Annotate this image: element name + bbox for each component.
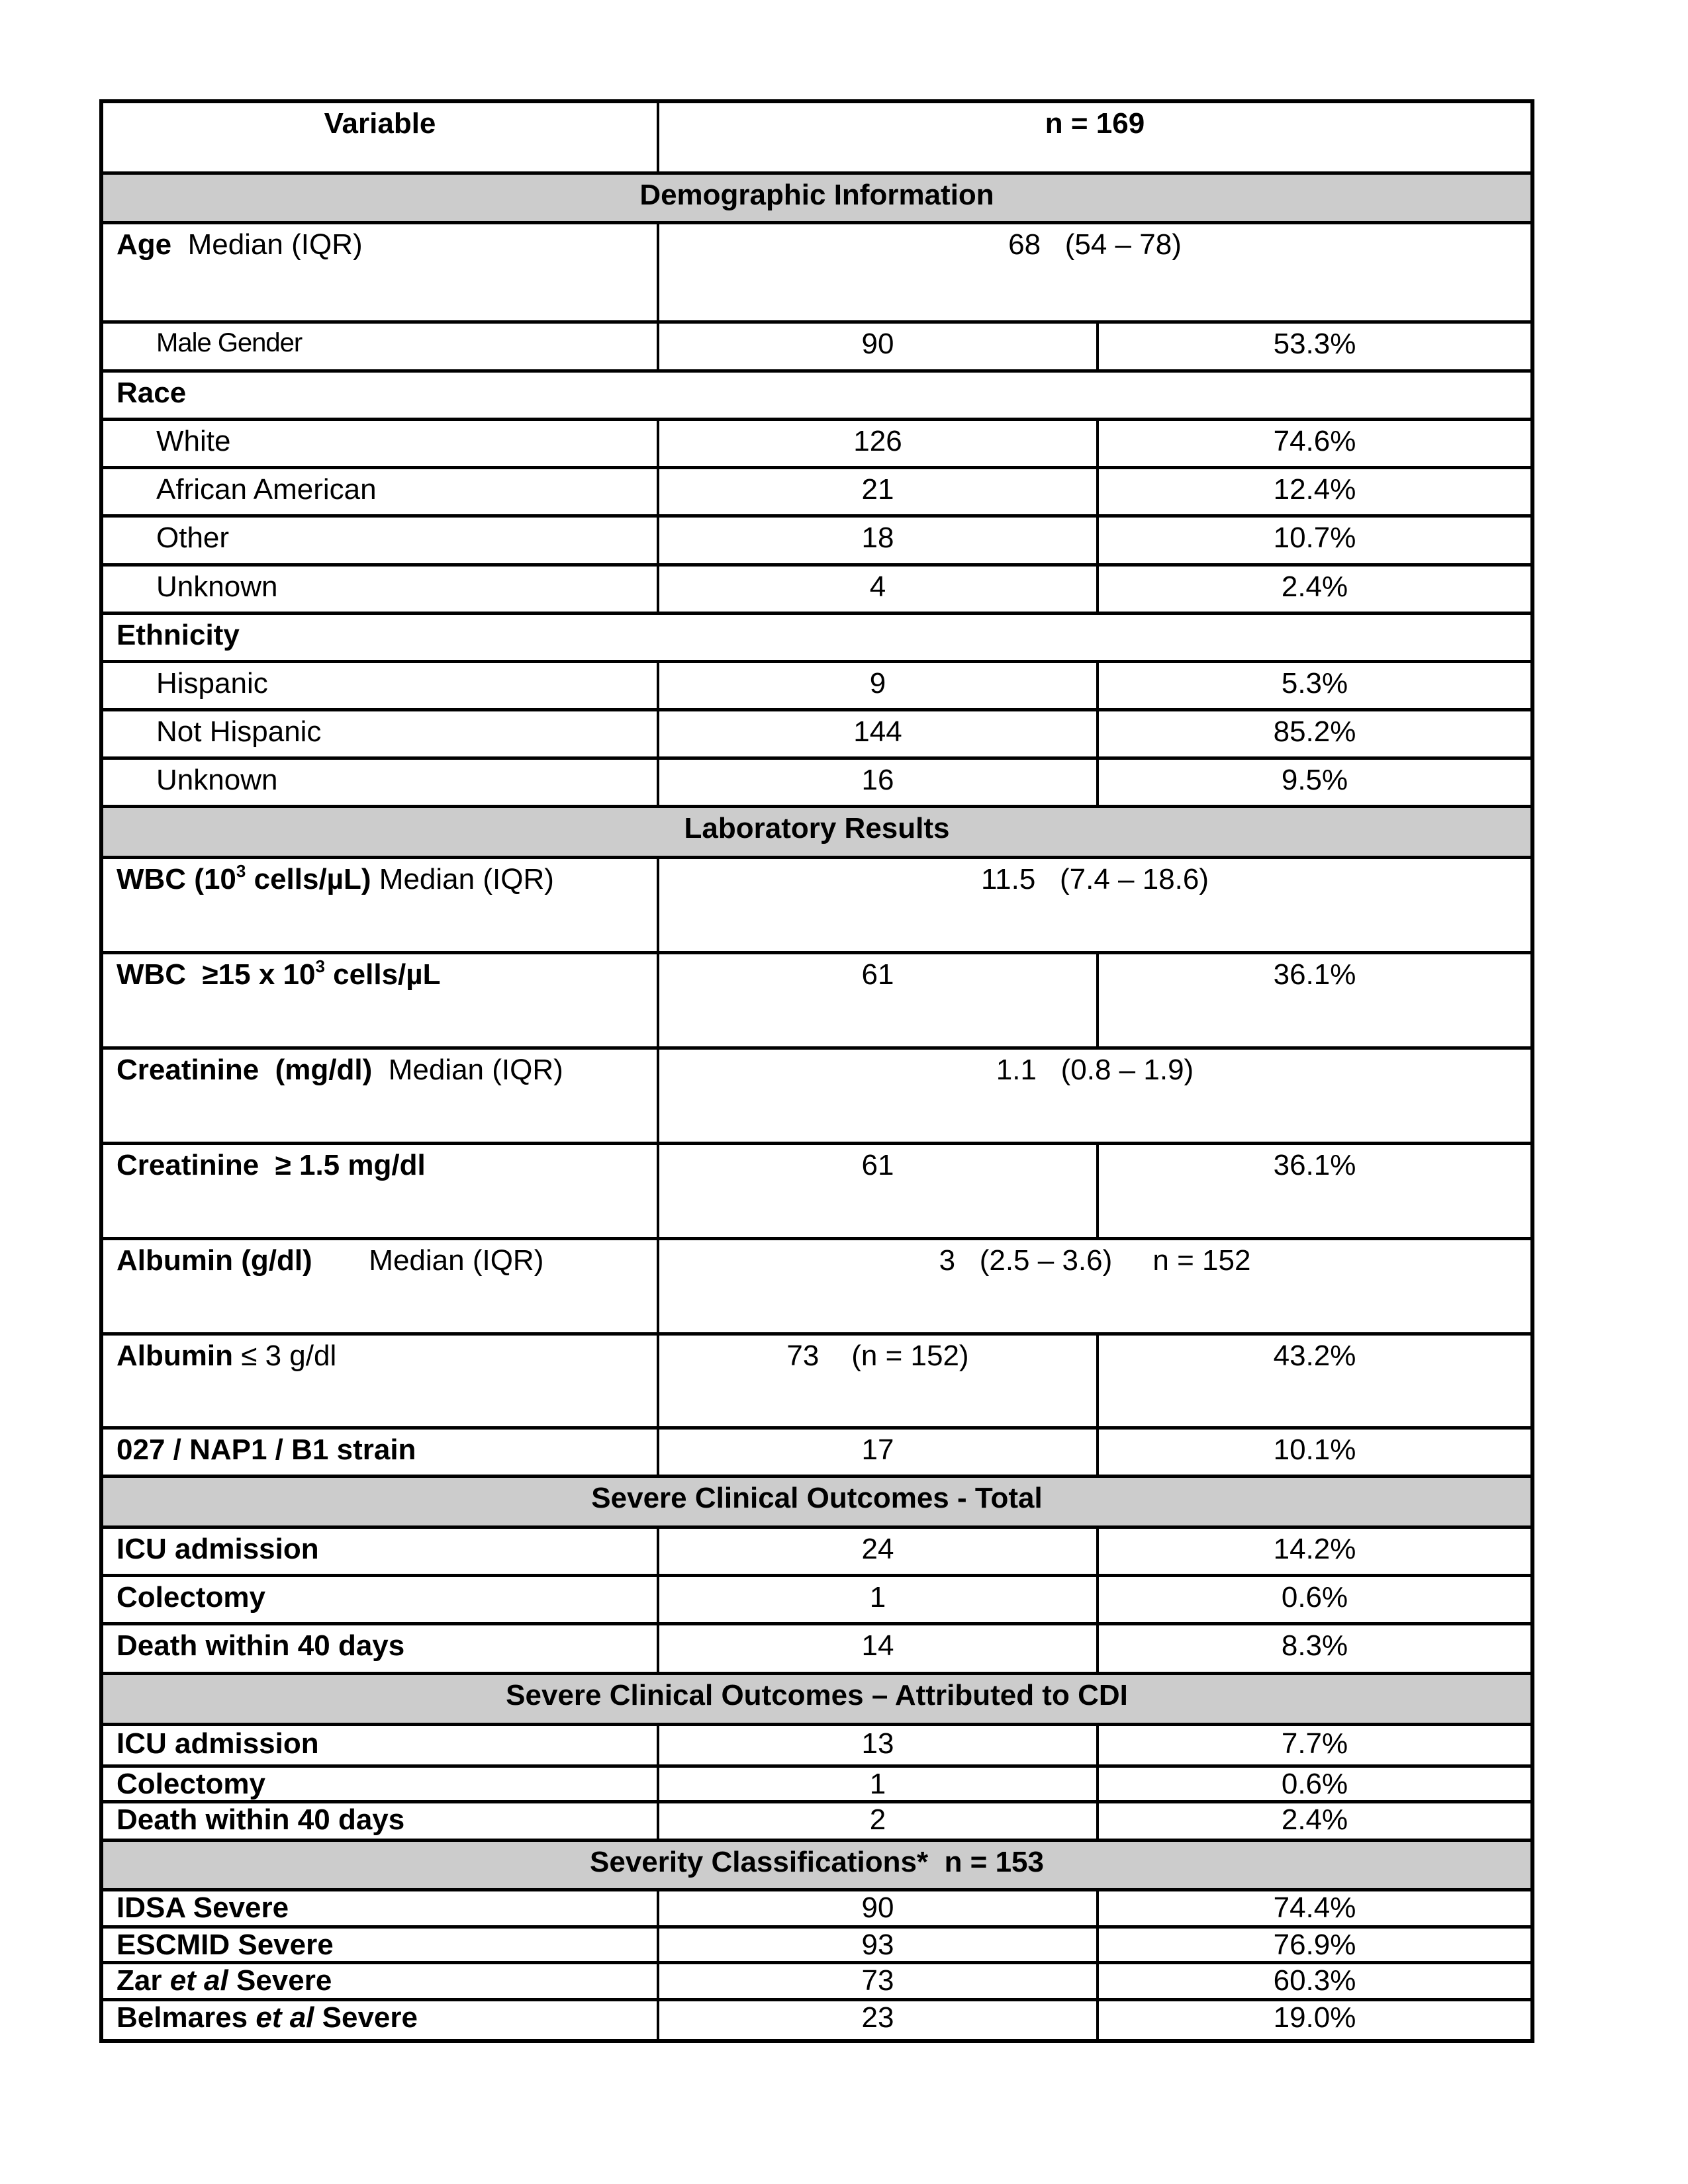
group-label: Ethnicity bbox=[117, 619, 240, 651]
table-row bbox=[103, 1625, 1530, 1675]
label-part: Belmares bbox=[117, 2001, 256, 2034]
row-count: 93 bbox=[659, 1929, 1099, 1961]
row-count: 21 bbox=[659, 469, 1099, 514]
row-count: 90 bbox=[659, 1891, 1099, 1925]
row-label: Other bbox=[103, 518, 659, 563]
row-label: White bbox=[103, 421, 659, 466]
row-count: 73 (n = 152) bbox=[659, 1336, 1099, 1426]
table-row bbox=[103, 567, 1530, 615]
table-row bbox=[103, 421, 1530, 469]
row-percent: 0.6% bbox=[1281, 1581, 1348, 1614]
row-percent: 2.4% bbox=[1281, 1803, 1348, 1836]
row-value: 3 (2.5 – 3.6) n = 152 bbox=[939, 1244, 1251, 1277]
row-percent: 36.1% bbox=[1273, 1149, 1356, 1181]
label-bold: Albumin (g/dl) bbox=[117, 1244, 312, 1277]
row-value: 68 (54 – 78) bbox=[1008, 228, 1182, 261]
table-row bbox=[103, 469, 1530, 518]
row-percent: 76.9% bbox=[1273, 1929, 1356, 1961]
row-percent: 5.3% bbox=[1281, 667, 1348, 700]
row-wbc-high bbox=[103, 954, 1530, 1050]
row-label: Unknown bbox=[103, 760, 659, 805]
row-percent: 85.2% bbox=[1273, 715, 1356, 748]
row-label: ESCMID Severe bbox=[103, 1929, 659, 1961]
row-age bbox=[103, 224, 1530, 324]
table-row bbox=[103, 1929, 1530, 1964]
superscript: 3 bbox=[236, 861, 246, 881]
row-label bbox=[103, 224, 659, 320]
label-part: WBC ≥15 x 10 bbox=[117, 958, 316, 991]
row-label: ICU admission bbox=[103, 1529, 659, 1574]
row-percent: 43.2% bbox=[1273, 1340, 1356, 1372]
row-count: 1 bbox=[659, 1577, 1099, 1622]
row-count: 144 bbox=[659, 711, 1099, 756]
section-title: Severe Clinical Outcomes - Total bbox=[591, 1482, 1043, 1514]
label-bold: WBC (10 bbox=[117, 863, 236, 895]
row-label bbox=[103, 1050, 659, 1142]
row-count: 18 bbox=[659, 518, 1099, 563]
section-title: Severity Classifications* n = 153 bbox=[589, 1846, 1045, 1878]
label-rest: ≤ 3 g/dl bbox=[232, 1340, 337, 1372]
row-percent: 53.3% bbox=[1273, 328, 1356, 360]
row-count: 73 bbox=[659, 1964, 1099, 1998]
label-rest: Median (IQR) bbox=[187, 228, 363, 261]
section-title: Demographic Information bbox=[639, 179, 994, 211]
row-label: 027 / NAP1 / B1 strain bbox=[103, 1430, 659, 1475]
row-percent: 9.5% bbox=[1281, 764, 1348, 796]
row-count: 61 bbox=[659, 954, 1099, 1046]
row-count: 126 bbox=[659, 421, 1099, 466]
row-label: Not Hispanic bbox=[103, 711, 659, 756]
row-percent: 8.3% bbox=[1281, 1629, 1348, 1662]
table-row bbox=[103, 518, 1530, 567]
row-strain bbox=[103, 1430, 1530, 1478]
group-label: Race bbox=[117, 377, 187, 409]
row-label bbox=[103, 1240, 659, 1332]
table-row bbox=[103, 1964, 1530, 2001]
section-severe-total bbox=[103, 1478, 1530, 1529]
row-count: 90 bbox=[659, 324, 1099, 369]
row-wbc-median bbox=[103, 859, 1530, 954]
label-rest: Median (IQR) bbox=[372, 1054, 563, 1086]
table-row bbox=[103, 711, 1530, 760]
row-value: 1.1 (0.8 – 1.9) bbox=[996, 1054, 1194, 1086]
table-row bbox=[103, 1768, 1530, 1803]
table-row bbox=[103, 1577, 1530, 1625]
row-percent: 14.2% bbox=[1273, 1533, 1356, 1565]
header-n: n = 169 bbox=[1045, 107, 1145, 140]
label-rest: Median (IQR) bbox=[312, 1244, 544, 1277]
row-ethnicity-header bbox=[103, 615, 1530, 663]
header-row bbox=[103, 103, 1530, 175]
row-percent: 12.4% bbox=[1273, 473, 1356, 506]
row-percent: 19.0% bbox=[1273, 2001, 1356, 2034]
label-part: cells/µL bbox=[324, 958, 441, 991]
row-percent: 2.4% bbox=[1281, 570, 1348, 603]
row-count: 16 bbox=[659, 760, 1099, 805]
row-percent: 10.1% bbox=[1273, 1433, 1356, 1466]
row-creatinine-high bbox=[103, 1145, 1530, 1240]
label-part: Zar bbox=[117, 1964, 170, 1997]
row-label: Hispanic bbox=[103, 663, 659, 708]
row-count: 24 bbox=[659, 1529, 1099, 1574]
row-count: 17 bbox=[659, 1430, 1099, 1475]
row-label: Colectomy bbox=[103, 1577, 659, 1622]
row-count: 2 bbox=[659, 1803, 1099, 1839]
row-count: 14 bbox=[659, 1625, 1099, 1672]
row-label: ICU admission bbox=[103, 1726, 659, 1764]
row-count: 4 bbox=[659, 567, 1099, 612]
label-part: Severe bbox=[228, 1964, 332, 1997]
label-bold: Albumin bbox=[117, 1340, 233, 1372]
row-percent: 10.7% bbox=[1273, 522, 1356, 554]
table-row bbox=[103, 760, 1530, 808]
row-label bbox=[103, 1964, 659, 1998]
row-count: 1 bbox=[659, 1768, 1099, 1800]
header-variable: Variable bbox=[103, 103, 659, 171]
row-label: African American bbox=[103, 469, 659, 514]
label-bold: Age bbox=[117, 228, 172, 261]
label-italic: et al bbox=[169, 1964, 228, 1997]
row-count: 61 bbox=[659, 1145, 1099, 1237]
label-bold: cells/µL) bbox=[246, 863, 371, 895]
row-percent: 74.6% bbox=[1273, 425, 1356, 457]
row-creatinine-median bbox=[103, 1050, 1530, 1145]
row-race-header bbox=[103, 373, 1530, 421]
label-rest: Median (IQR) bbox=[371, 863, 554, 895]
row-label: Male Gender bbox=[103, 324, 659, 369]
row-label: Death within 40 days bbox=[103, 1625, 659, 1672]
row-count: 9 bbox=[659, 663, 1099, 708]
section-title: Laboratory Results bbox=[684, 812, 950, 844]
row-label bbox=[103, 859, 659, 951]
row-label: Unknown bbox=[103, 567, 659, 612]
section-title: Severe Clinical Outcomes – Attributed to CDI bbox=[506, 1679, 1128, 1711]
row-percent: 0.6% bbox=[1281, 1768, 1348, 1800]
table-row bbox=[103, 2001, 1530, 2039]
table-row bbox=[103, 1891, 1530, 1929]
row-label bbox=[103, 2001, 659, 2039]
label-part: Severe bbox=[314, 2001, 418, 2034]
row-albumin-median bbox=[103, 1240, 1530, 1336]
row-percent: 74.4% bbox=[1273, 1891, 1356, 1924]
label-bold: Creatinine (mg/dl) bbox=[117, 1054, 373, 1086]
table-row bbox=[103, 1726, 1530, 1768]
label-italic: et al bbox=[256, 2001, 314, 2034]
row-percent: 36.1% bbox=[1273, 958, 1356, 991]
row-value: 11.5 (7.4 – 18.6) bbox=[980, 863, 1209, 895]
section-demographic bbox=[103, 175, 1530, 224]
table-row bbox=[103, 1803, 1530, 1842]
row-count: 13 bbox=[659, 1726, 1099, 1764]
baseline-characteristics-table bbox=[99, 99, 1534, 2043]
row-percent: 7.7% bbox=[1281, 1727, 1348, 1760]
table-row bbox=[103, 663, 1530, 711]
row-label: IDSA Severe bbox=[103, 1891, 659, 1925]
table-row bbox=[103, 1529, 1530, 1577]
section-severity bbox=[103, 1842, 1530, 1891]
row-male-gender bbox=[103, 324, 1530, 373]
section-severe-cdi bbox=[103, 1675, 1530, 1726]
row-albumin-low bbox=[103, 1336, 1530, 1430]
row-percent: 60.3% bbox=[1273, 1964, 1356, 1997]
row-label: Creatinine ≥ 1.5 mg/dl bbox=[103, 1145, 659, 1237]
row-label: Colectomy bbox=[103, 1768, 659, 1800]
row-count: 23 bbox=[659, 2001, 1099, 2039]
section-laboratory bbox=[103, 808, 1530, 859]
row-label bbox=[103, 1336, 659, 1426]
superscript: 3 bbox=[315, 956, 325, 976]
row-label bbox=[103, 954, 659, 1046]
row-label: Death within 40 days bbox=[103, 1803, 659, 1839]
